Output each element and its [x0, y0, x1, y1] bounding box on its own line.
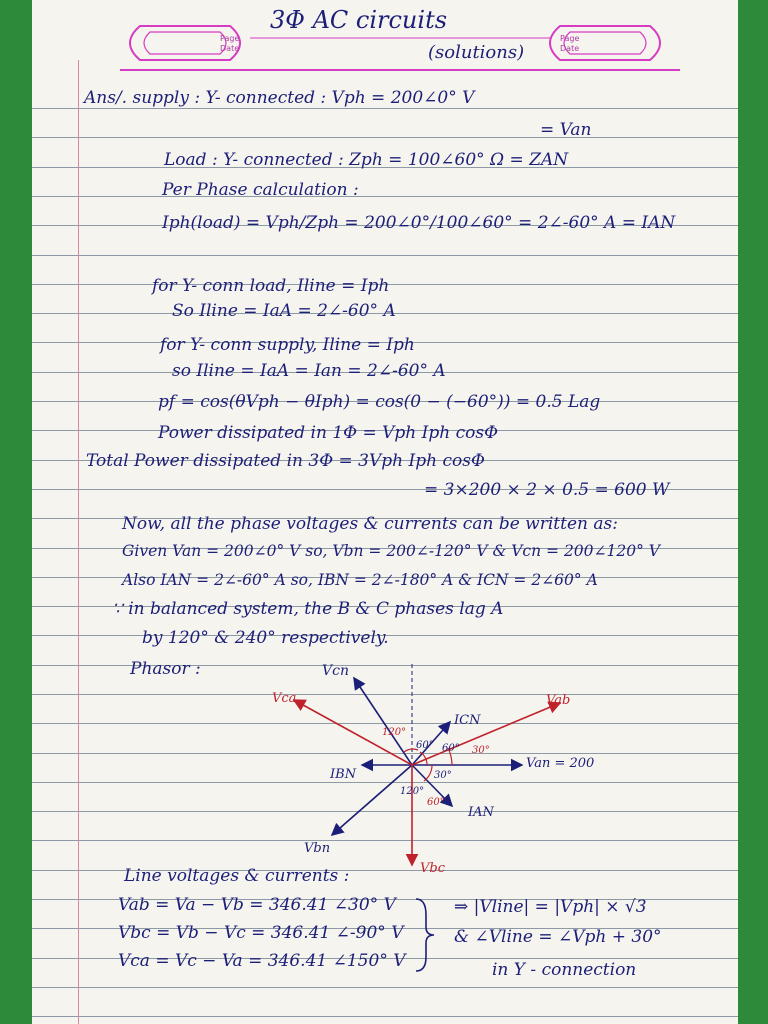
angle-label: 60° — [416, 740, 434, 751]
phasor-label: Vab — [546, 693, 571, 708]
note-line: = 3×200 × 2 × 0.5 = 600 W — [424, 480, 670, 500]
angle-label: 120° — [400, 786, 425, 797]
angle-label: 120° — [382, 727, 407, 738]
note-line: Given Van = 200∠0° V so, Vbn = 200∠-120° V & Vcn = 200∠120° V — [122, 542, 660, 560]
note-line: in Y - connection — [492, 960, 637, 980]
date-label-left: Date — [220, 44, 240, 53]
phasor-label: IAN — [468, 805, 494, 820]
note-line: Line voltages & currents : — [124, 866, 350, 886]
note-line: So Iline = IaA = 2∠-60° A — [172, 301, 396, 321]
angle-label: 30° — [472, 745, 490, 756]
page-label-left: Page — [220, 34, 240, 43]
note-line: & ∠Vline = ∠Vph + 30° — [454, 927, 662, 947]
note-line: Load : Y- connected : Zph = 100∠60° Ω = ZAN — [164, 150, 569, 170]
phasor-label: Van = 200 — [526, 756, 595, 771]
note-line: Iph(load) = Vph/Zph = 200∠0°/100∠60° = 2∠-60° A = IAN — [162, 213, 676, 233]
page-label-right: Page — [560, 34, 580, 43]
phasor-label: Vbn — [304, 841, 331, 856]
angle-label: 30° — [434, 770, 452, 781]
note-line: for Y- conn load, Iline = Iph — [152, 276, 390, 296]
notebook-page — [32, 0, 738, 1024]
phasor-diagram — [32, 0, 738, 1024]
note-line: ⇒ |Vline| = |Vph| × √3 — [454, 897, 647, 917]
page-subtitle: (solutions) — [428, 42, 525, 63]
date-label-right: Date — [560, 44, 580, 53]
note-line: Phasor : — [130, 659, 201, 679]
note-line: by 120° & 240° respectively. — [142, 628, 389, 648]
note-line: Total Power dissipated in 3Φ = 3Vph Iph cosΦ — [86, 451, 485, 471]
note-line: Vbc = Vb − Vc = 346.41 ∠-90° V — [118, 923, 404, 943]
note-line: Also IAN = 2∠-60° A so, IBN = 2∠-180° A & ICN = 2∠60° A — [122, 571, 598, 589]
note-line: Power dissipated in 1Φ = Vph Iph cosΦ — [158, 423, 498, 443]
angle-label: 60° — [442, 743, 460, 754]
phasor-label: Vca — [272, 691, 297, 706]
note-line: ∵ in balanced system, the B & C phases lag A — [112, 599, 504, 619]
note-line: Per Phase calculation : — [162, 180, 359, 200]
phasor-label: Vcn — [322, 663, 349, 679]
note-line: so Iline = IaA = Ian = 2∠-60° A — [172, 361, 446, 381]
note-line: = Van — [540, 120, 592, 140]
note-line: for Y- conn supply, Iline = Iph — [160, 335, 415, 355]
note-line: Vab = Va − Vb = 346.41 ∠30° V — [118, 895, 396, 915]
page-title: 3Φ AC circuits — [270, 6, 448, 34]
phasor-label: ICN — [454, 713, 481, 728]
phasor-label: Vbc — [420, 861, 445, 876]
angle-label: 60° — [427, 797, 445, 808]
phasor-label: IBN — [330, 767, 357, 782]
note-line: Vca = Vc − Va = 346.41 ∠150° V — [118, 951, 406, 971]
note-line: pf = cos(θVph − θIph) = cos(0 − (−60°)) = 0.5 Lag — [158, 392, 601, 412]
note-line: Now, all the phase voltages & currents can be written as: — [122, 514, 618, 534]
note-line: Ans/. supply : Y- connected : Vph = 200∠0° V — [84, 88, 475, 108]
